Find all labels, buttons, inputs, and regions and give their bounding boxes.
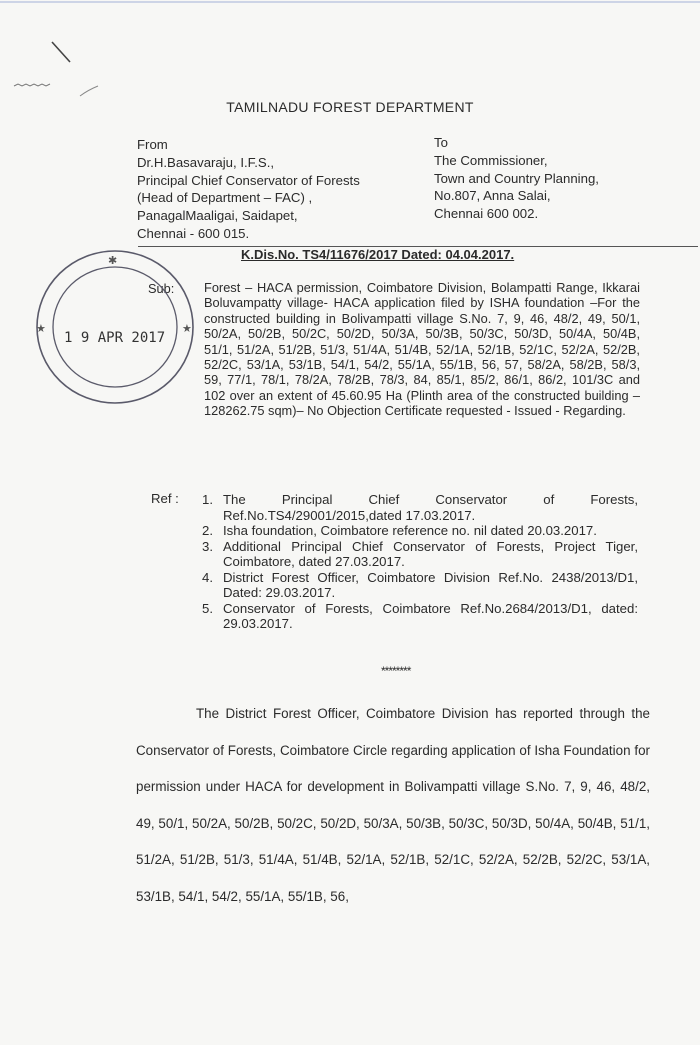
dispatch-number: K.Dis.No. TS4/11676/2017 Dated: 04.04.2017.: [241, 247, 515, 262]
reference-item: [202, 570, 638, 601]
reference-item: [202, 601, 638, 632]
reference-text: District Forest Officer, Coimbatore Division Ref.No. 2438/2013/D1, Dated: 29.03.2017.: [223, 569, 638, 600]
from-line: Principal Chief Conservator of Forests: [137, 172, 360, 188]
reference-text: Additional Principal Chief Conservator of Forests, Project Tiger, Coimbatore, dated 27.03.2017.: [223, 538, 638, 569]
reference-text: Isha foundation, Coimbatore reference no. nil dated 20.03.2017.: [223, 523, 597, 538]
to-line: Chennai 600 002.: [434, 206, 539, 222]
to-line: No.807, Anna Salai,: [434, 188, 551, 204]
reference-text: The Principal Chief Conservator of Forests, Ref.No.TS4/29001/2015,dated 17.03.2017.: [223, 492, 638, 523]
separator-stars: ********: [381, 664, 411, 678]
to-label: To: [434, 135, 448, 150]
stamp-date: 1 9 APR 2017: [64, 330, 166, 346]
reference-item: [202, 539, 638, 570]
to-address: [434, 134, 599, 223]
reference-number: 3.: [202, 538, 213, 554]
reference-item: [202, 523, 638, 539]
subject-label: Sub:: [148, 281, 175, 296]
subject-text: Forest – HACA permission, Coimbatore Division, Bolampatti Range, Ikkarai Boluvampatty village- HACA application filed by ISHA foundation –For the constructed building in Bolivampatti village S.No. 7, 9, 46, 48/2, 49, 50/1, 50/2A, 50/2B, 50/2C, 50/2D, 50/3A, 50/3B, 50/3C, 50/3D, 50/4A, 50/4B, 51/1, 51/2A, 51/2B, 51/3, 51/4A, 51/4B, 52/1A, 52/1B, 52/1C, 52/2A, 52/2B, 52/2C, 53/1A, 53/1B, 54/1, 54/2, 55/1A, 55/1B, 56, 57, 58/2A, 58/2B, 58/3, 59, 77/1, 78/1, 78/2A, 78/2B, 78/3, 84, 85/1, 85/2, 86/1, 86/2, 101/3C and 102 over an extent of 45.60.95 Ha (Plinth area of the constructed building – 128262.75 sqm)– No Objection Certificate requested - Issued - Regarding.: [204, 280, 640, 419]
reference-number: 1.: [202, 492, 213, 507]
reference-text: Conservator of Forests, Coimbatore Ref.No.2684/2013/D1, dated: 29.03.2017.: [223, 600, 638, 631]
department-title: TAMILNADU FOREST DEPARTMENT: [226, 99, 474, 115]
body-paragraph: The District Forest Officer, Coimbatore Division has reported through the Conservator of Forests, Coimbatore Circle regarding application of Isha Foundation for permission under HACA for development in Bolivampatti village S.No. 7, 9, 46, 48/2, 49, 50/1, 50/2A, 50/2B, 50/2C, 50/2D, 50/3A, 50/3B, 50/3C, 50/3D, 50/4A, 50/4B, 51/1, 51/2A, 51/2B, 51/3, 51/4A, 51/4B, 52/1A, 52/1B, 52/1C, 52/2A, 52/2B, 52/2C, 53/1A, 53/1B, 54/1, 54/2, 55/1A, 55/1B, 56,: [136, 706, 650, 904]
svg-text:★: ★: [182, 322, 192, 335]
reference-number: 2.: [202, 523, 213, 538]
reference-number: 4.: [202, 569, 213, 585]
to-line: Town and Country Planning,: [434, 170, 599, 186]
received-stamp: [34, 246, 196, 408]
reference-label: Ref :: [151, 491, 179, 506]
from-label: From: [137, 137, 168, 152]
reference-item: [202, 492, 638, 523]
to-line: The Commissioner,: [434, 152, 548, 168]
reference-number: 5.: [202, 600, 213, 616]
from-line: Chennai - 600 015.: [137, 225, 250, 241]
from-line: PanagalMaaligai, Saidapet,: [137, 208, 298, 224]
from-line: (Head of Department – FAC) ,: [137, 190, 313, 206]
svg-text:✱: ✱: [108, 254, 118, 267]
from-line: Dr.H.Basavaraju, I.F.S.,: [137, 154, 275, 170]
svg-text:★: ★: [36, 322, 46, 335]
reference-list: [202, 492, 638, 632]
from-address: [137, 136, 360, 243]
